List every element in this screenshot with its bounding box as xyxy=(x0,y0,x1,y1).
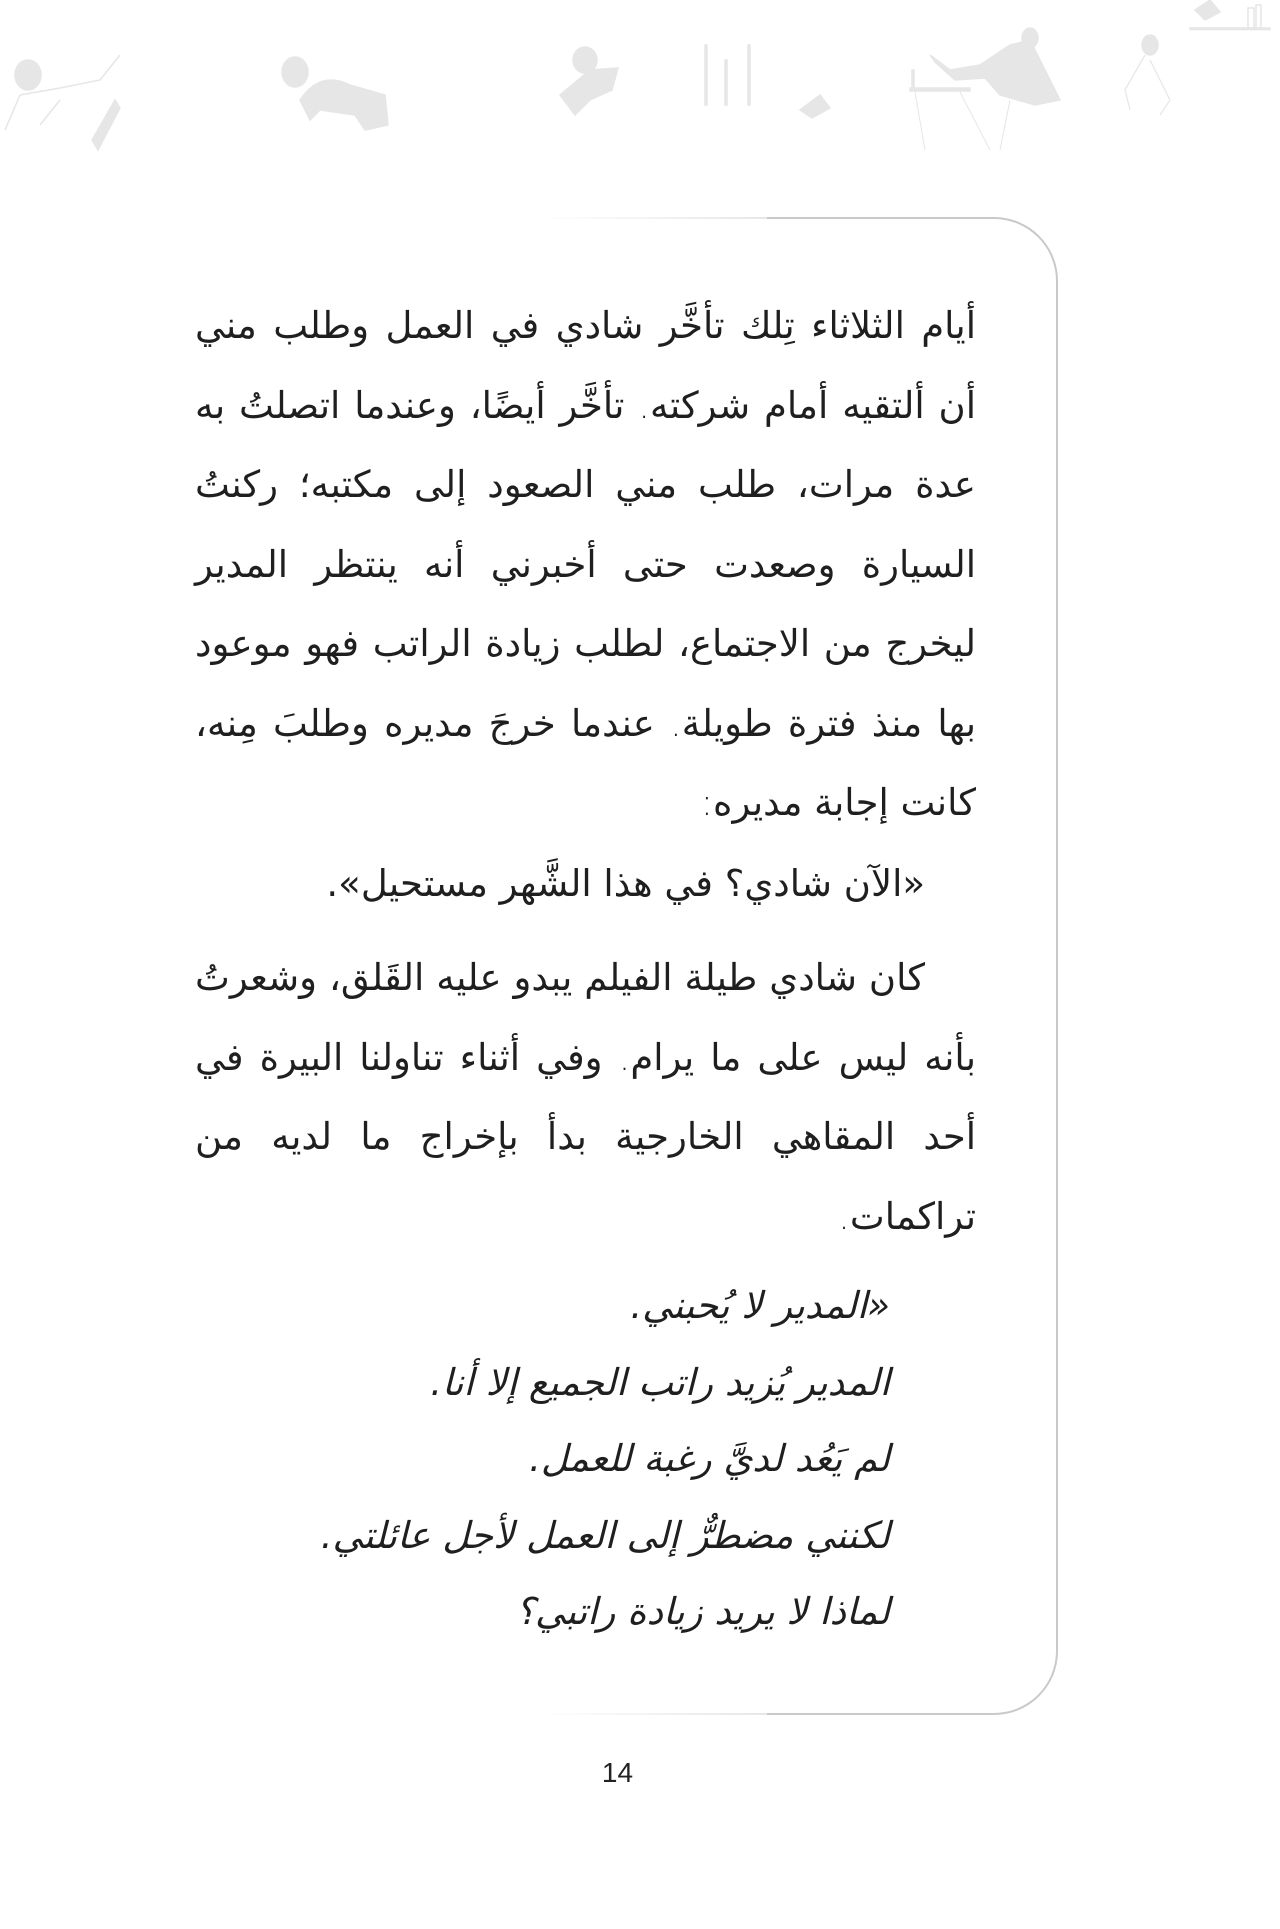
italic-monologue xyxy=(321,1268,890,1651)
monologue-line: «المدير لا يُحبني. xyxy=(630,1284,890,1327)
card-frame-fade-top xyxy=(537,216,767,219)
office-workers-illustration-icon xyxy=(0,0,1280,160)
manager-quote: «الآن شادي؟ في هذا الشَّهر مستحيل». xyxy=(326,862,925,905)
paragraph-2: كان شادي طيلة الفيلم يبدو عليه القَلق، وشعرتُ بأنه ليس على ما يرام. وفي أثناء تناولنا البيرة في أحد المقاهي الخارجية بدأ بإخراج ما لديه من تراكمات. xyxy=(195,956,976,1238)
monologue-line: لم يَعُد لديَّ رغبة للعمل. xyxy=(529,1437,890,1480)
monologue-line: المدير يُزيد راتب الجميع إلا أنا. xyxy=(430,1360,890,1404)
page-number: 14 xyxy=(601,1757,634,1788)
monologue-line: لكنني مضطرٌّ إلى العمل لأجل عائلتي. xyxy=(320,1513,890,1557)
monologue-line: لماذا لا يريد زيادة راتبي؟ xyxy=(515,1590,890,1633)
card-frame-fade-bottom xyxy=(537,1713,767,1716)
paragraph-1: أيام الثلاثاء تِلك تأخَّر شادي في العمل وطلب مني أن ألتقيه أمام شركته. تأخَّر أيضًا، وعندما اتصلتُ به عدة مرات، طلب مني الصعود إلى مكتبه؛ ركنتُ السيارة وصعدت حتى أخبرني أنه ينتظر المدير ليخرج من الاجتماع، لطلب زيادة الراتب فهو موعود بها منذ فترة طويلة. عندما خرجَ مديره وطلبَ مِنه، كانت إجابة مديره: xyxy=(195,304,976,824)
